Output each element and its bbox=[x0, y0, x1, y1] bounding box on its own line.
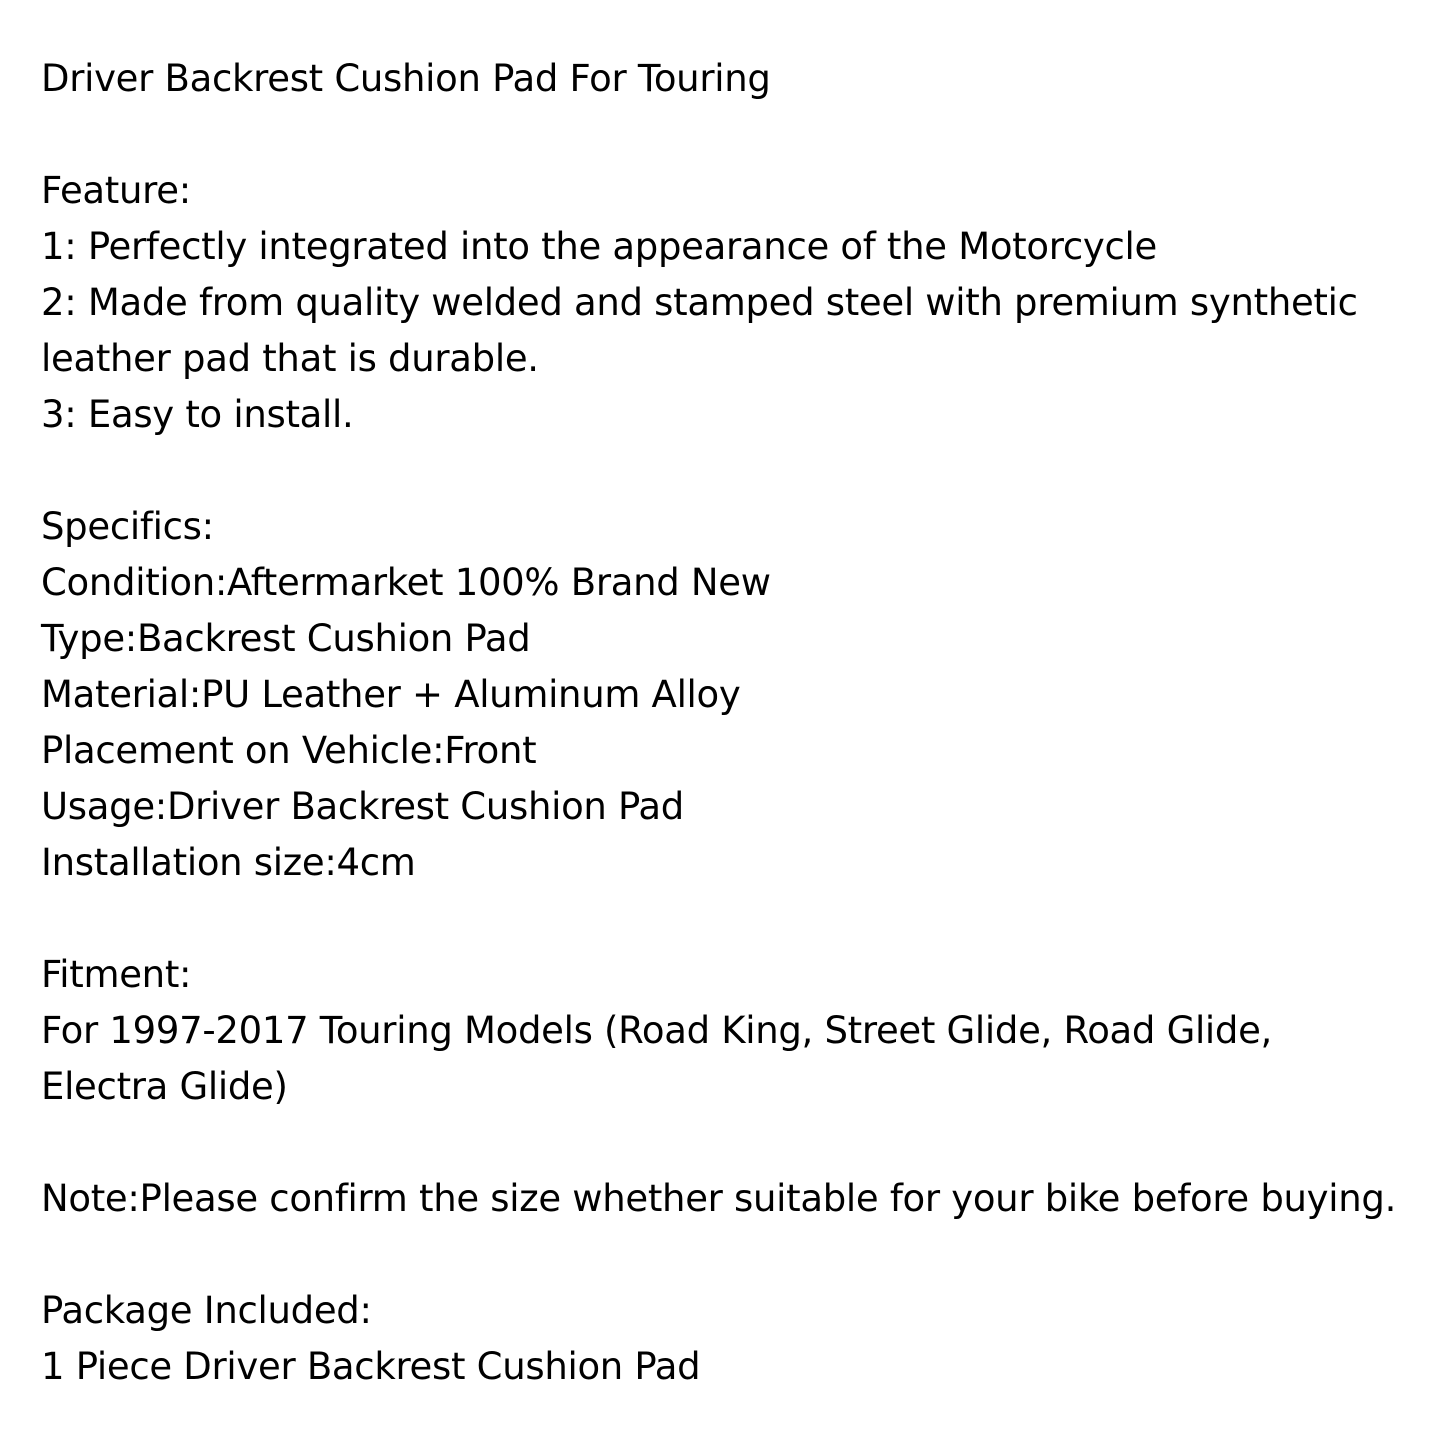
spec-usage: Usage:Driver Backrest Cushion Pad bbox=[41, 785, 684, 828]
spec-installation-size: Installation size:4cm bbox=[41, 841, 416, 884]
feature-heading: Feature: bbox=[41, 169, 191, 212]
spacer bbox=[41, 107, 1421, 163]
feature-item: 1: Perfectly integrated into the appearance of the Motorcycle bbox=[41, 225, 1157, 268]
spacer bbox=[41, 1115, 1421, 1171]
spacer bbox=[41, 443, 1421, 499]
spec-material: Material:PU Leather + Aluminum Alloy bbox=[41, 673, 741, 716]
package-item: 1 Piece Driver Backrest Cushion Pad bbox=[41, 1345, 701, 1388]
feature-item: leather pad that is durable. bbox=[41, 337, 539, 380]
product-title: Driver Backrest Cushion Pad For Touring bbox=[41, 57, 771, 100]
fitment-line: For 1997-2017 Touring Models (Road King, Street Glide, Road Glide, bbox=[41, 1009, 1273, 1052]
package-heading: Package Included: bbox=[41, 1289, 372, 1332]
feature-item: 3: Easy to install. bbox=[41, 393, 354, 436]
product-description bbox=[41, 51, 1421, 1395]
spec-type: Type:Backrest Cushion Pad bbox=[41, 617, 531, 660]
spec-placement: Placement on Vehicle:Front bbox=[41, 729, 537, 772]
spec-condition: Condition:Aftermarket 100% Brand New bbox=[41, 561, 771, 604]
note-text: Note:Please confirm the size whether suitable for your bike before buying. bbox=[41, 1177, 1397, 1220]
fitment-heading: Fitment: bbox=[41, 953, 192, 996]
feature-item: 2: Made from quality welded and stamped steel with premium synthetic bbox=[41, 281, 1358, 324]
fitment-line: Electra Glide) bbox=[41, 1065, 288, 1108]
spacer bbox=[41, 1227, 1421, 1283]
specifics-heading: Specifics: bbox=[41, 505, 214, 548]
spacer bbox=[41, 891, 1421, 947]
